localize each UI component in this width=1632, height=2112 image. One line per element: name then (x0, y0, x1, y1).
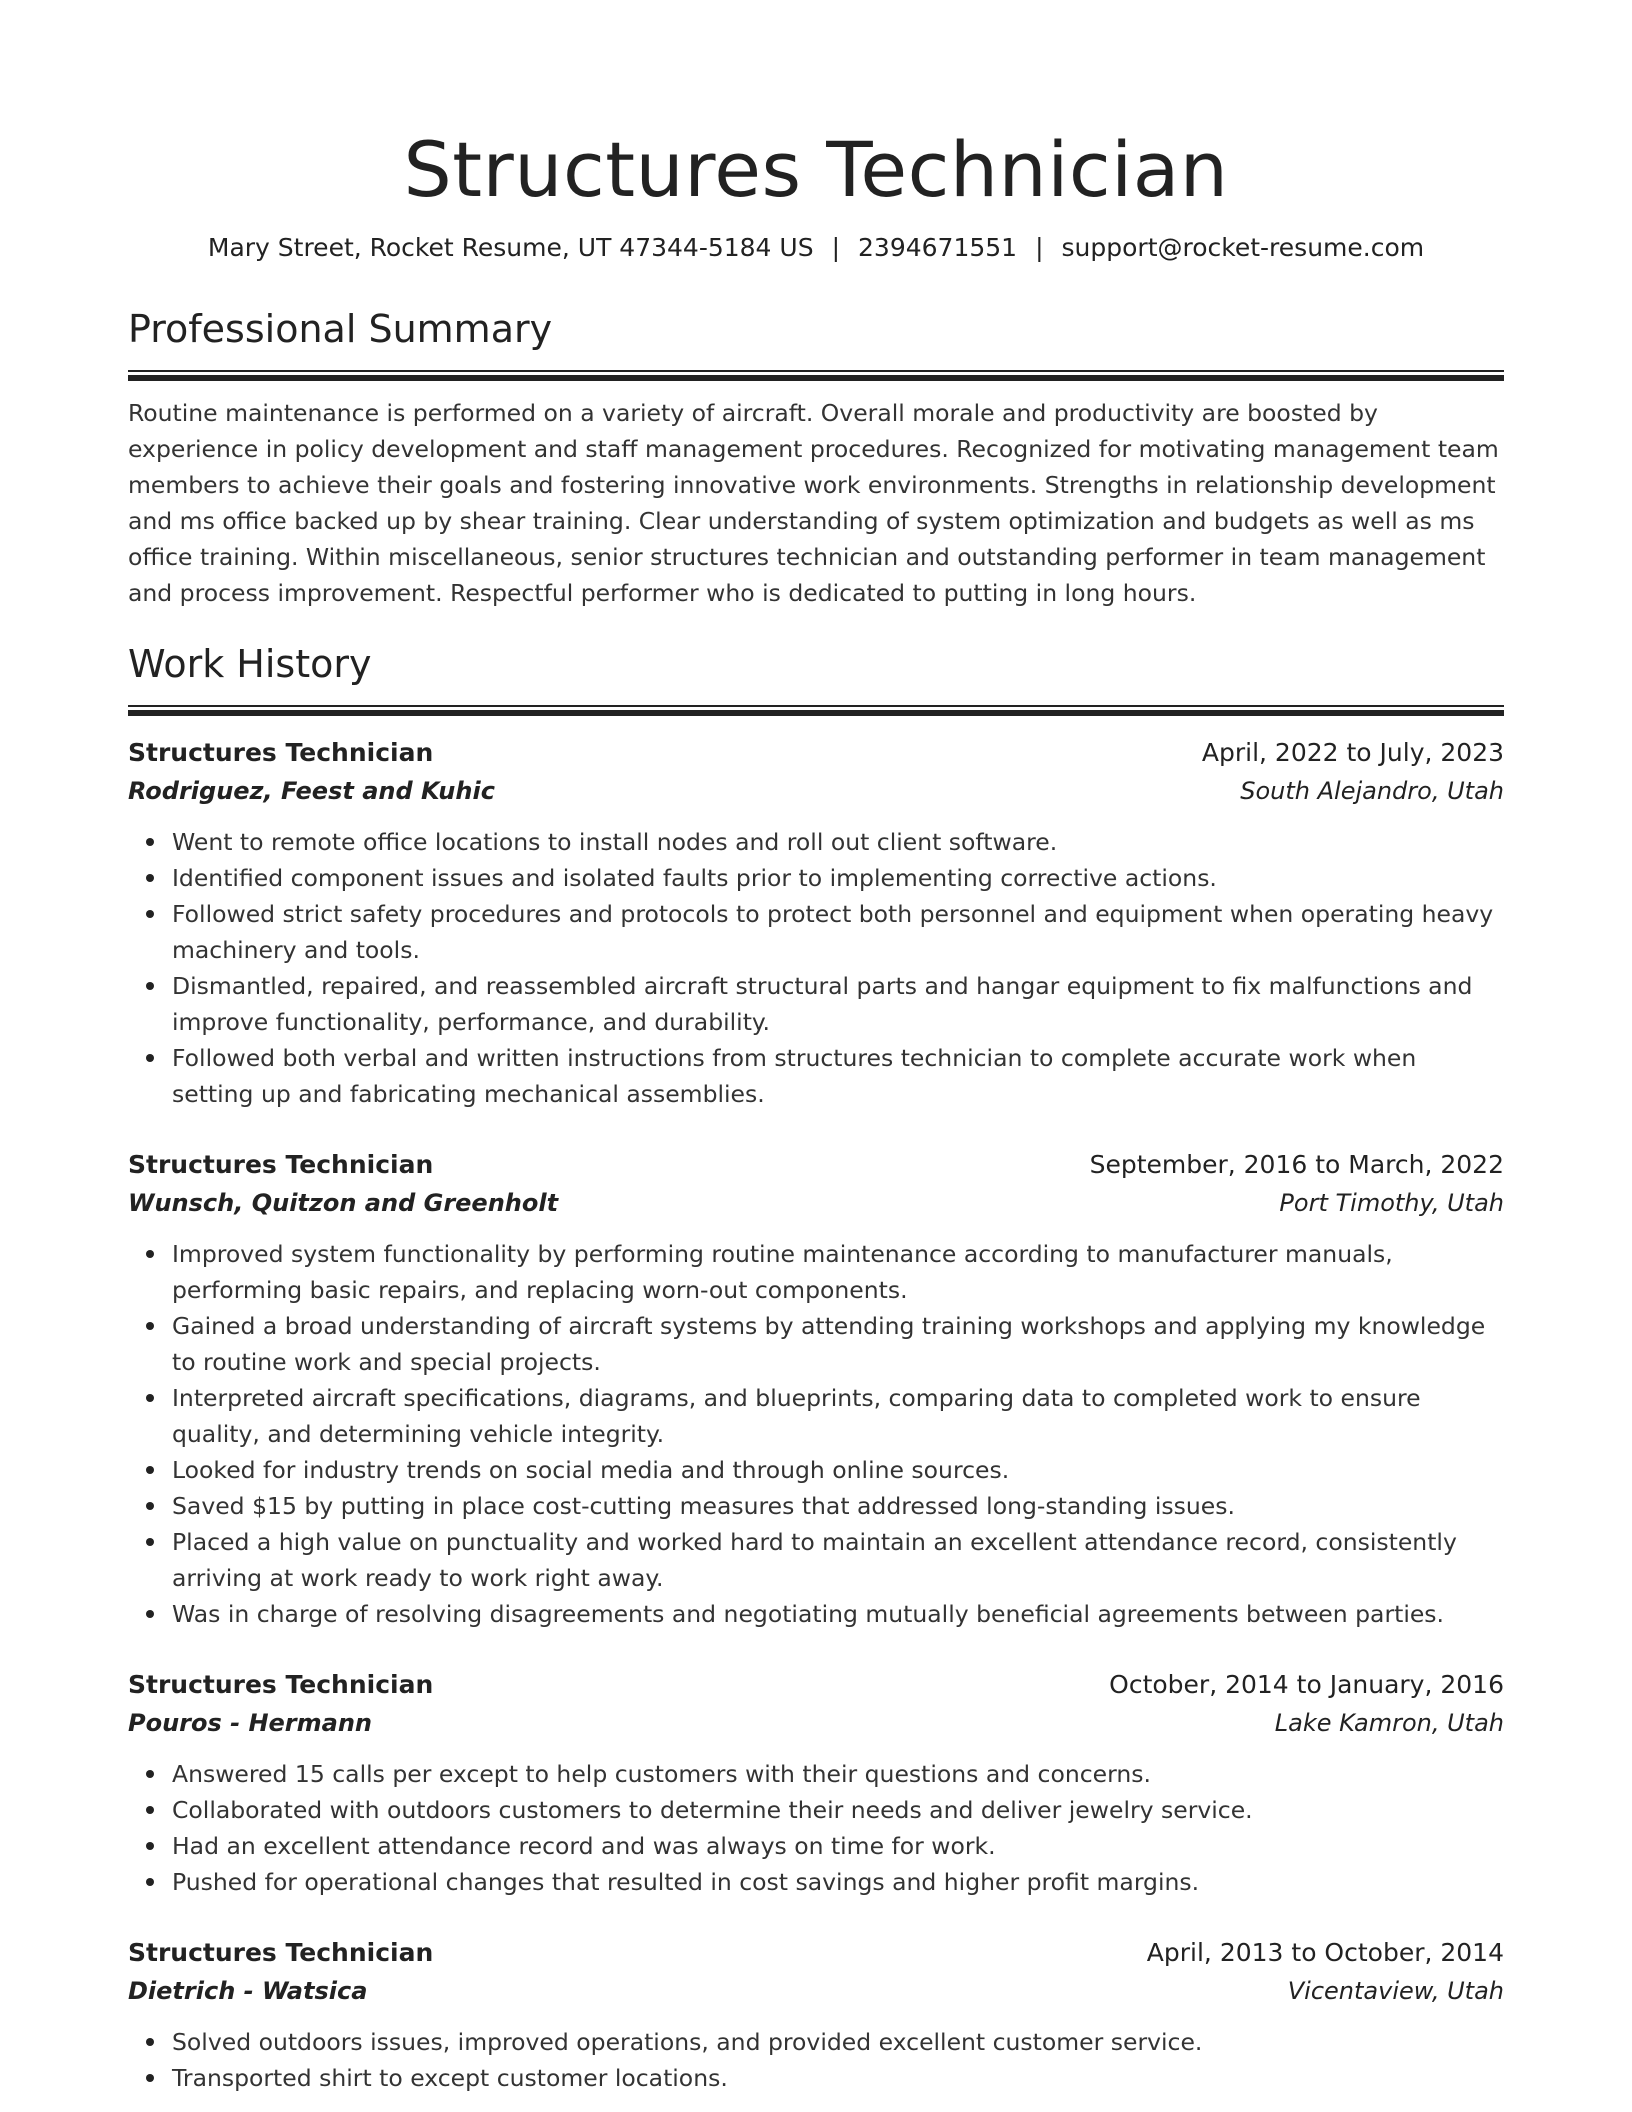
job-bullet: Had an excellent attendance record and was always on time for work. (172, 1828, 1504, 1864)
job-dates: October, 2014 to January, 2016 (1109, 1670, 1504, 1699)
job-bullet: Answered 15 calls per except to help customers with their questions and concerns. (172, 1756, 1504, 1792)
job-bullet: Saved $15 by putting in place cost-cutting measures that addressed long-standing issues. (172, 1488, 1504, 1524)
resume-page (128, 118, 1504, 2096)
job-bullet: Gained a broad understanding of aircraft systems by attending training workshops and applying my knowledge to routine work and special projects. (172, 1308, 1504, 1380)
professional-summary-section (128, 304, 1504, 611)
job-bullet: Went to remote office locations to install nodes and roll out client software. (172, 824, 1504, 860)
job-entry (128, 734, 1504, 1112)
job-bullet: Followed both verbal and written instructions from structures technician to complete accurate work when setting up and fabricating mechanical assemblies. (172, 1040, 1504, 1112)
job-bullet: Looked for industry trends on social media and through online sources. (172, 1452, 1504, 1488)
job-dates: April, 2013 to October, 2014 (1146, 1938, 1504, 1967)
contact-line (128, 230, 1504, 266)
job-bullet: Solved outdoors issues, improved operations, and provided excellent customer service. (172, 2024, 1504, 2060)
job-bullet: Pushed for operational changes that resulted in cost savings and higher profit margins. (172, 1864, 1504, 1900)
job-location: Vicentaview, Utah (1287, 1977, 1504, 2005)
summary-text: Routine maintenance is performed on a variety of aircraft. Overall morale and productivity are boosted by experience in policy development and staff management procedures. Recognized for motivating management team members to achieve their goals and fostering innovative work environments. Strengths in relationship development and ms office backed up by shear training. Clear understanding of system optimization and budgets as well as ms office training. Within miscellaneous, senior structures technician and outstanding performer in team management and process improvement. Respectful performer who is dedicated to putting in long hours. (128, 399, 1499, 607)
contact-phone: 2394671551 (858, 233, 1018, 262)
job-company: Wunsch, Quitzon and Greenholt (128, 1189, 559, 1217)
job-bullet: Dismantled, repaired, and reassembled aircraft structural parts and hangar equipment to fix malfunctions and improve functionality, performance, and durability. (172, 968, 1504, 1040)
job-bullet: Placed a high value on punctuality and worked hard to maintain an excellent attendance record, consistently arriving at work ready to work right away. (172, 1524, 1504, 1596)
job-bullet-list (128, 2024, 1504, 2096)
job-bullet-list (128, 1756, 1504, 1900)
contact-address: Mary Street, Rocket Resume, UT 47344-5184 US (207, 233, 814, 262)
job-entry (128, 1666, 1504, 1900)
job-company: Dietrich - Watsica (128, 1977, 368, 2005)
job-title: Structures Technician (128, 1150, 434, 1179)
job-bullet-list (128, 1236, 1504, 1632)
job-dates: September, 2016 to March, 2022 (1089, 1150, 1504, 1179)
job-dates: April, 2022 to July, 2023 (1201, 738, 1504, 767)
job-company: Pouros - Hermann (128, 1709, 373, 1737)
job-bullet: Improved system functionality by performing routine maintenance according to manufacturer manuals, performing basic repairs, and replacing worn-out components. (172, 1236, 1504, 1308)
job-title: Structures Technician (128, 1670, 434, 1699)
job-entry (128, 1146, 1504, 1632)
job-bullet: Collaborated with outdoors customers to determine their needs and deliver jewelry service. (172, 1792, 1504, 1828)
job-bullet: Was in charge of resolving disagreements and negotiating mutually beneficial agreements between parties. (172, 1596, 1504, 1632)
contact-email: support@rocket-resume.com (1061, 233, 1425, 262)
job-bullet-list (128, 824, 1504, 1112)
section-divider (128, 705, 1504, 716)
work-history-section (128, 639, 1504, 2096)
job-bullet: Interpreted aircraft specifications, diagrams, and blueprints, comparing data to completed work to ensure quality, and determining vehicle integrity. (172, 1380, 1504, 1452)
job-location: Lake Kamron, Utah (1274, 1709, 1504, 1737)
job-location: Port Timothy, Utah (1279, 1189, 1504, 1217)
contact-separator: | (831, 233, 841, 262)
job-company: Rodriguez, Feest and Kuhic (128, 777, 495, 805)
job-bullet: Identified component issues and isolated faults prior to implementing corrective actions. (172, 860, 1504, 896)
job-bullet: Transported shirt to except customer locations. (172, 2060, 1504, 2096)
job-title: Structures Technician (128, 738, 434, 767)
job-entry (128, 1934, 1504, 2096)
job-title: Structures Technician (128, 1938, 434, 1967)
section-title-work-history: Work History (128, 642, 372, 686)
candidate-name: Structures Technician (403, 125, 1229, 214)
job-bullet: Followed strict safety procedures and protocols to protect both personnel and equipment when operating heavy machinery and tools. (172, 896, 1504, 968)
section-title-summary: Professional Summary (128, 307, 553, 351)
job-location: South Alejandro, Utah (1240, 777, 1504, 805)
section-divider (128, 370, 1504, 381)
contact-separator: | (1035, 233, 1044, 262)
